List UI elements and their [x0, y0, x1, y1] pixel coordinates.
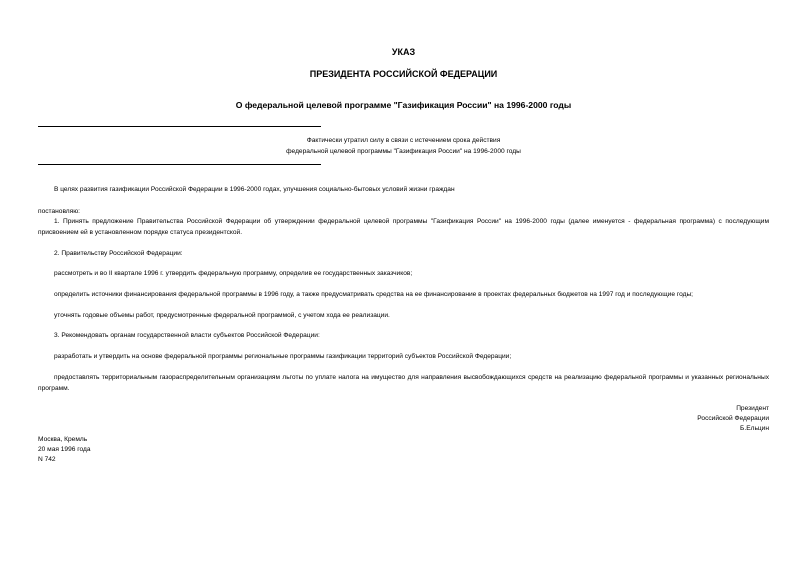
paragraph-3a: разработать и утвердить на основе федеральной программы региональные программы газификации территорий субъектов Российской Федерации; — [54, 353, 512, 360]
signature-name: Б.Ельцин — [740, 425, 769, 432]
bottom-divider — [38, 164, 321, 165]
paragraph-2c: уточнять годовые объемы работ, предусмотренные федеральной программой, с учетом хода ее реализации. — [54, 312, 390, 319]
paragraph-3: 3. Рекомендовать органам государственной власти субъектов Российской Федерации: — [54, 332, 320, 339]
top-divider — [38, 126, 321, 127]
decree-title: УКАЗ — [391, 47, 416, 57]
intro-paragraph: В целях развития газификации Российской Федерации в 1996-2000 годах, улучшения социально-бытовых условий жизни граждан — [54, 186, 455, 193]
signature-office: Российской Федерации — [697, 415, 769, 422]
place: Москва, Кремль — [38, 436, 88, 443]
paragraph-2a: рассмотреть и во II квартале 1996 г. утвердить федеральную программу, определив ее государственных заказчиков; — [54, 270, 413, 277]
decree-number: N 742 — [38, 456, 56, 463]
status-note-line2: федеральной целевой программы "Газификация России" на 1996-2000 годы — [286, 148, 521, 155]
issuer-title: ПРЕЗИДЕНТА РОССИЙСКОЙ ФЕДЕРАЦИИ — [309, 69, 498, 79]
paragraph-2b: определить источники финансирования федеральной программы в 1996 году, а также предусматривать средства на ее финансирование в проектах федеральных бюджетов на 1997 год и последующие годы; — [54, 291, 694, 298]
paragraph-3b: предоставлять территориальным газораспределительным организациям льготы по уплате налога на имущество для направления высвобождающихся средств на реализацию федеральной программы и указанных региональных программ. — [38, 374, 769, 392]
decree-subtitle: О федеральной целевой программе "Газификация России" на 1996-2000 годы — [235, 100, 572, 110]
date: 20 мая 1996 года — [38, 446, 91, 453]
decree-word: постановляю: — [38, 208, 81, 215]
paragraph-2: 2. Правительству Российской Федерации: — [54, 250, 183, 257]
status-note-line1: Фактически утратил силу в связи с истечением срока действия — [306, 137, 501, 144]
signature-title: Президент — [736, 405, 769, 412]
paragraph-1: 1. Принять предложение Правительства Российской Федерации об утверждении федеральной целевой программы "Газификация России" на 1996-2000 годы (далее именуется - федеральная программа) с последующим присвоением ей в установленном порядке статуса президентской. — [38, 218, 769, 236]
